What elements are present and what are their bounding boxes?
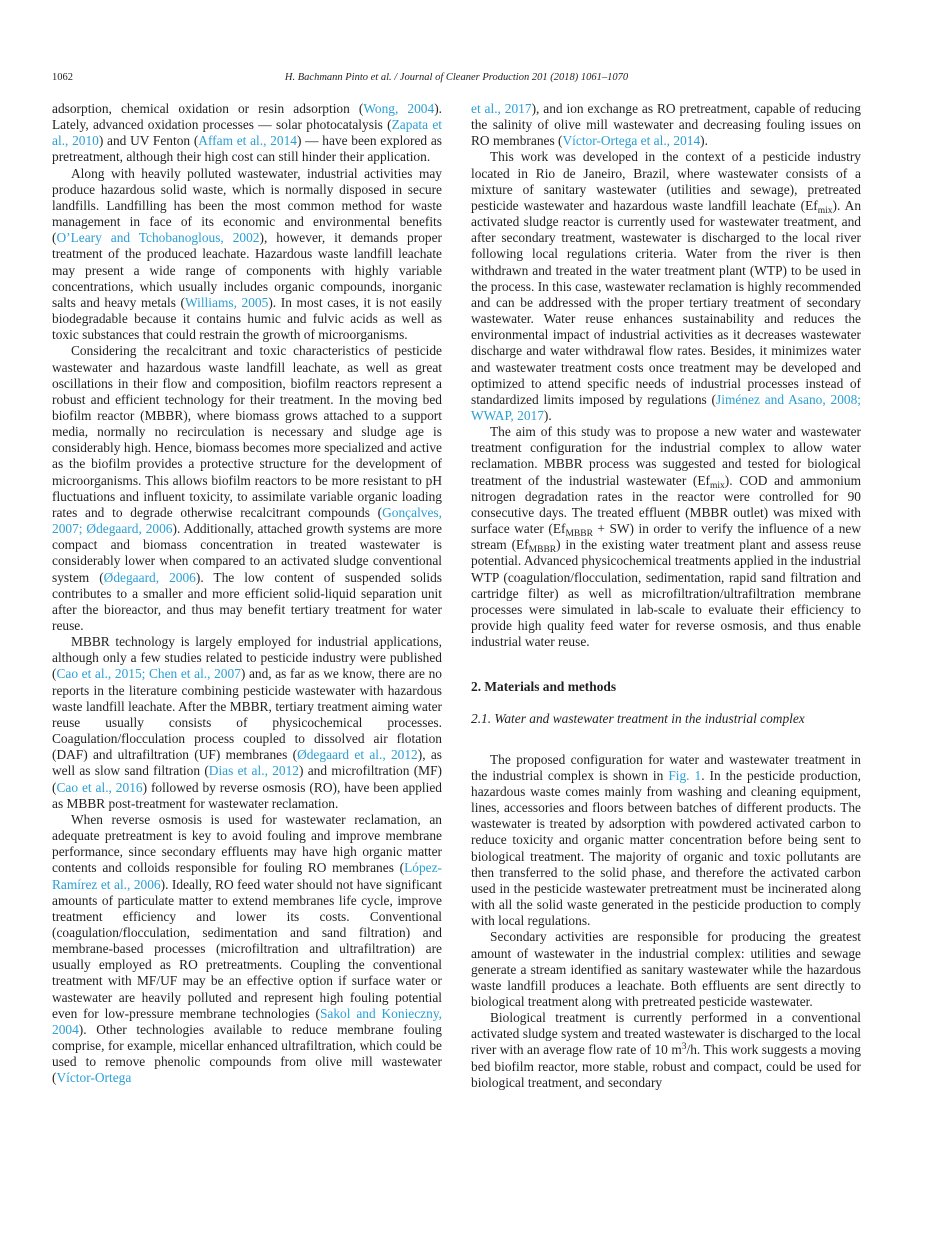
paragraph: [471, 929, 861, 1010]
text-run: ), however, it demands proper treatment of the produced leachate. Hazardous waste landfill leachate may present a wide range of components with highly variable concentrations, which usually includes organic compounds, inorganic salts and heavy metals (: [52, 230, 442, 310]
citation-link[interactable]: O’Leary and Tchobanoglous, 2002: [56, 230, 260, 246]
text-run: Biological treatment is currently performed in a conventional activated sludge system and treated wastewater is discharged to the local river with an average flow rate of 10 m: [471, 1010, 861, 1058]
text-run: This work was developed in the context of a pesticide industry located in Rio de Janeiro, Brazil, where wastewater consists of a mixture of sanitary wastewater (utilities and sewage), pretreated pesticide wastewater and hazardous waste landfill leachate (Ef: [471, 149, 861, 213]
text-run: MBBR technology is largely employed for industrial applications, although only a few studies related to pesticide industry were published (: [52, 634, 442, 682]
paragraph-continued: [52, 101, 442, 166]
text-run: The proposed configuration for water and wastewater treatment in the industrial complex is shown in: [471, 751, 861, 783]
citation-link[interactable]: Ødegaard et al., 2012: [297, 747, 418, 763]
page-header: [52, 72, 861, 88]
paragraph: [52, 166, 442, 344]
text-run: /h. This work suggests a moving bed biofilm reactor, more stable, robust and compact, could be used for biological treatment, and secondary: [471, 1042, 861, 1090]
text-run: ). In most cases, it is not easily biodegradable because it contains humic and fulvic acids as well as toxic substances that could restrain the growth of microorganisms.: [52, 294, 442, 343]
right-column: [471, 101, 861, 1091]
paragraph-continued: [471, 101, 861, 149]
text-run: ). Other technologies available to reduce membrane fouling comprise, for example, micellar enhanced ultrafiltration, which could be used to remove phenolic compounds from olive mill wastewater (: [52, 1021, 442, 1086]
subscript: MBBR: [565, 529, 593, 540]
text-run: ). Lately, advanced oxidation processes — solar photocatalysis (: [52, 101, 442, 133]
text-run: Considering the recalcitrant and toxic characteristics of pesticide wastewater and hazardous waste landfill leachate, as well as great oscillations in their flow and composition, biofilm reactors represent a robust and efficient technology for their treatment. In the moving bed biofilm reactor (MBBR), where biomass grows attached to a support media, normally no recirculation is necessary and sludge age is considerably high. Hence, biomass becomes more specialized and active as the biofilm provides a protective structure for the development of microorganisms. This allows biofilm reactors to be more resistant to pH fluctuations and influent toxicity, to assimilate variable organic loading rates and to degrade otherwise recalcitrant compounds (: [52, 343, 442, 520]
section-heading: [471, 679, 861, 695]
text-run: ) and, as far as we know, there are no reports in the literature combining pesticide wastewater with hazardous waste landfill leachate. After the MBBR, tertiary treatment aiming water reuse usually consists of physicochemical processes. Coagulation/flocculation process coupled to dissolved air flotation (DAF) and ultrafiltration (UF) membranes (: [52, 666, 442, 763]
citation-link[interactable]: Williams, 2005: [185, 294, 269, 310]
text-run: ). COD and ammonium nitrogen degradation rates in the reactor were controlled for 90 consecutive days. The treated effluent (MBBR outlet) was mixed with surface water (Ef: [471, 472, 862, 537]
text-run: Secondary activities are responsible for producing the greatest amount of wastewater in the industrial complex: utilities and sewage generate a stream identified as sanitary wastewater while the hazardous waste landfill produces a leachate. Both effluents are sent directly to biological treatment along with pretreated pesticide wastewater.: [471, 929, 861, 1009]
text-run: adsorption, chemical oxidation or resin adsorption (: [52, 101, 364, 116]
citation-link[interactable]: Jiménez and Asano, 2008; WWAP, 2017: [471, 391, 862, 423]
text-run: . In the pesticide production, hazardous waste comes mainly from washing and cleaning equipment, lines, accessories and floors between batches of different products. The wastewater is treated by adsorption with powdered activated carbon to reduce toxicity and organic matter concentration before being sent to biological treatment. The majority of organic and toxic pollutants are then transferred to the solid phase, and therefore the activated carbon used in the pesticide wastewater pretreatment must be incinerated along with all the solid waste generated in the pesticide production to comply with local regulations.: [471, 767, 861, 929]
citation-link[interactable]: López-Ramírez et al., 2006: [52, 860, 442, 892]
text-run: ) and UV Fenton (: [98, 133, 199, 149]
text-run: The aim of this study was to propose a new water and wastewater treatment configuration for the industrial complex to allow water reclamation. MBBR process was suggested and tested for biological treatment of the industrial wastewater (Ef: [471, 424, 861, 488]
text-run: ), as well as slow sand filtration (: [52, 747, 443, 779]
text-run: ) — have been explored as pretreatment, although their high cost can still hinder their application.: [52, 133, 442, 165]
superscript: 3: [681, 1042, 687, 1053]
text-run: 2. Materials and methods: [471, 679, 617, 695]
page-number: 1062: [52, 72, 73, 83]
subscript: MBBR: [528, 545, 557, 556]
citation-link[interactable]: Fig. 1: [668, 767, 702, 783]
left-column: [52, 101, 442, 1087]
running-title: H. Bachmann Pinto et al. / Journal of Cleaner Production 201 (2018) 1061–1070: [284, 72, 629, 83]
citation-link[interactable]: et al., 2017: [471, 101, 532, 116]
paragraph: [471, 752, 861, 930]
text-run: ), and ion exchange as RO pretreatment, capable of reducing the salinity of olive mill wastewater and decreasing fouling issues on RO membranes (: [471, 101, 861, 149]
paragraph: [52, 634, 442, 812]
paragraph: [471, 424, 861, 650]
paragraph: [471, 149, 861, 424]
text-run: ). Additionally, attached growth systems are more compact and biomass concentration in treated wastewater is considerably lower when compared to an activated sludge conventional system (: [52, 521, 442, 585]
text-run: ).: [543, 407, 552, 423]
text-run: ). The low content of suspended solids contributes to a smaller and more efficient solid-liquid separation unit after the bioreactor, and thus may benefit tertiary treatment for water reuse.: [52, 569, 442, 633]
text-run: ).: [700, 133, 708, 149]
citation-link[interactable]: Wong, 2004: [363, 101, 435, 116]
citation-link[interactable]: Cao et al., 2015; Chen et al., 2007: [56, 666, 241, 682]
paragraph: [52, 343, 442, 634]
text-run: When reverse osmosis is used for wastewater reclamation, an adequate pretreatment is key to avoid fouling and improve membrane performance, since secondary effluents may have high organic matter contents and colloids responsible for fouling RO membranes (: [52, 811, 442, 876]
citation-link[interactable]: Cao et al., 2016: [56, 779, 143, 795]
text-run: + SW) in order to verify the influence of a new stream (Ef: [471, 521, 862, 553]
text-run: 2.1. Water and wastewater treatment in the industrial complex: [471, 711, 805, 727]
subsection-heading: [471, 711, 861, 727]
citation-link[interactable]: Gonçalves, 2007; Ødegaard, 2006: [52, 504, 442, 537]
subscript: mix: [817, 205, 833, 216]
paragraph: [52, 812, 442, 1087]
citation-link[interactable]: Affam et al., 2014: [198, 133, 297, 149]
paragraph: [471, 1010, 861, 1091]
citation-link[interactable]: Víctor-Ortega et al., 2014: [562, 133, 701, 149]
text-run: ) followed by reverse osmosis (RO), have been applied as MBBR post-treatment for wastewater reclamation.: [52, 779, 442, 811]
text-run: ) in the existing water treatment plant and assess reuse potential. Advanced physicochemical treatments applied in the industrial WTP (coagulation/flocculation, sedimentation, rapid sand filtration and cartridge filter) as well as microfiltration/ultrafiltration membrane processes were simulated in lab-scale to evaluate their efficiency to provide high quality feed water for reverse osmosis, and thus enable industrial water reuse.: [471, 537, 862, 650]
citation-link[interactable]: Sakol and Konieczny, 2004: [52, 1005, 442, 1037]
text-run: ) and microfiltration (MF) (: [52, 763, 442, 795]
text-run: Along with heavily polluted wastewater, industrial activities may produce hazardous solid waste, which is normally disposed in secure landfills. Landfilling has been the most common method for waste management in face of its economic and environmental benefits (: [52, 165, 442, 246]
citation-link[interactable]: Víctor-Ortega: [56, 1070, 132, 1086]
citation-link[interactable]: Zapata et al., 2010: [52, 117, 442, 149]
text-run: ). Ideally, RO feed water should not have significant amounts of particulate matter to extend membranes life cycle, improve treatment efficiency and lower its costs. Conventional (coagulation/flocculation, sedimentation and sand filtration) and membrane-based processes (microfiltration and ultrafiltration) are usually employed as RO pretreatments. Coupling the conventional treatment with MF/UF may be an effective option if surface water or wastewater are heavily polluted and represent high fouling potential even for low-pressure membrane technologies (: [52, 876, 442, 1021]
text-run: ). An activated sludge reactor is currently used for wastewater treatment, and after secondary treatment, wastewater is discharged to the local river following local regulations criteria. Water from the river is then withdrawn and treated in the water treatment plant (WTP) to be used in the process. In this case, wastewater reclamation is highly recommended and can be addressed with the proper tertiary treatment of secondary wastewater. Water reuse enhances sustainability and reduces the environmental impact of industrial activities as it decreases wastewater discharge and water withdrawal flow rates. Besides, it minimizes water and wastewater treatment costs once treatment may be developed and optimized to attend specific needs of industrial processes instead of standardized limits imposed by regulations (: [471, 197, 862, 407]
citation-link[interactable]: Ødegaard, 2006: [103, 569, 196, 585]
subscript: mix: [710, 480, 725, 491]
citation-link[interactable]: Dias et al., 2012: [208, 763, 299, 779]
